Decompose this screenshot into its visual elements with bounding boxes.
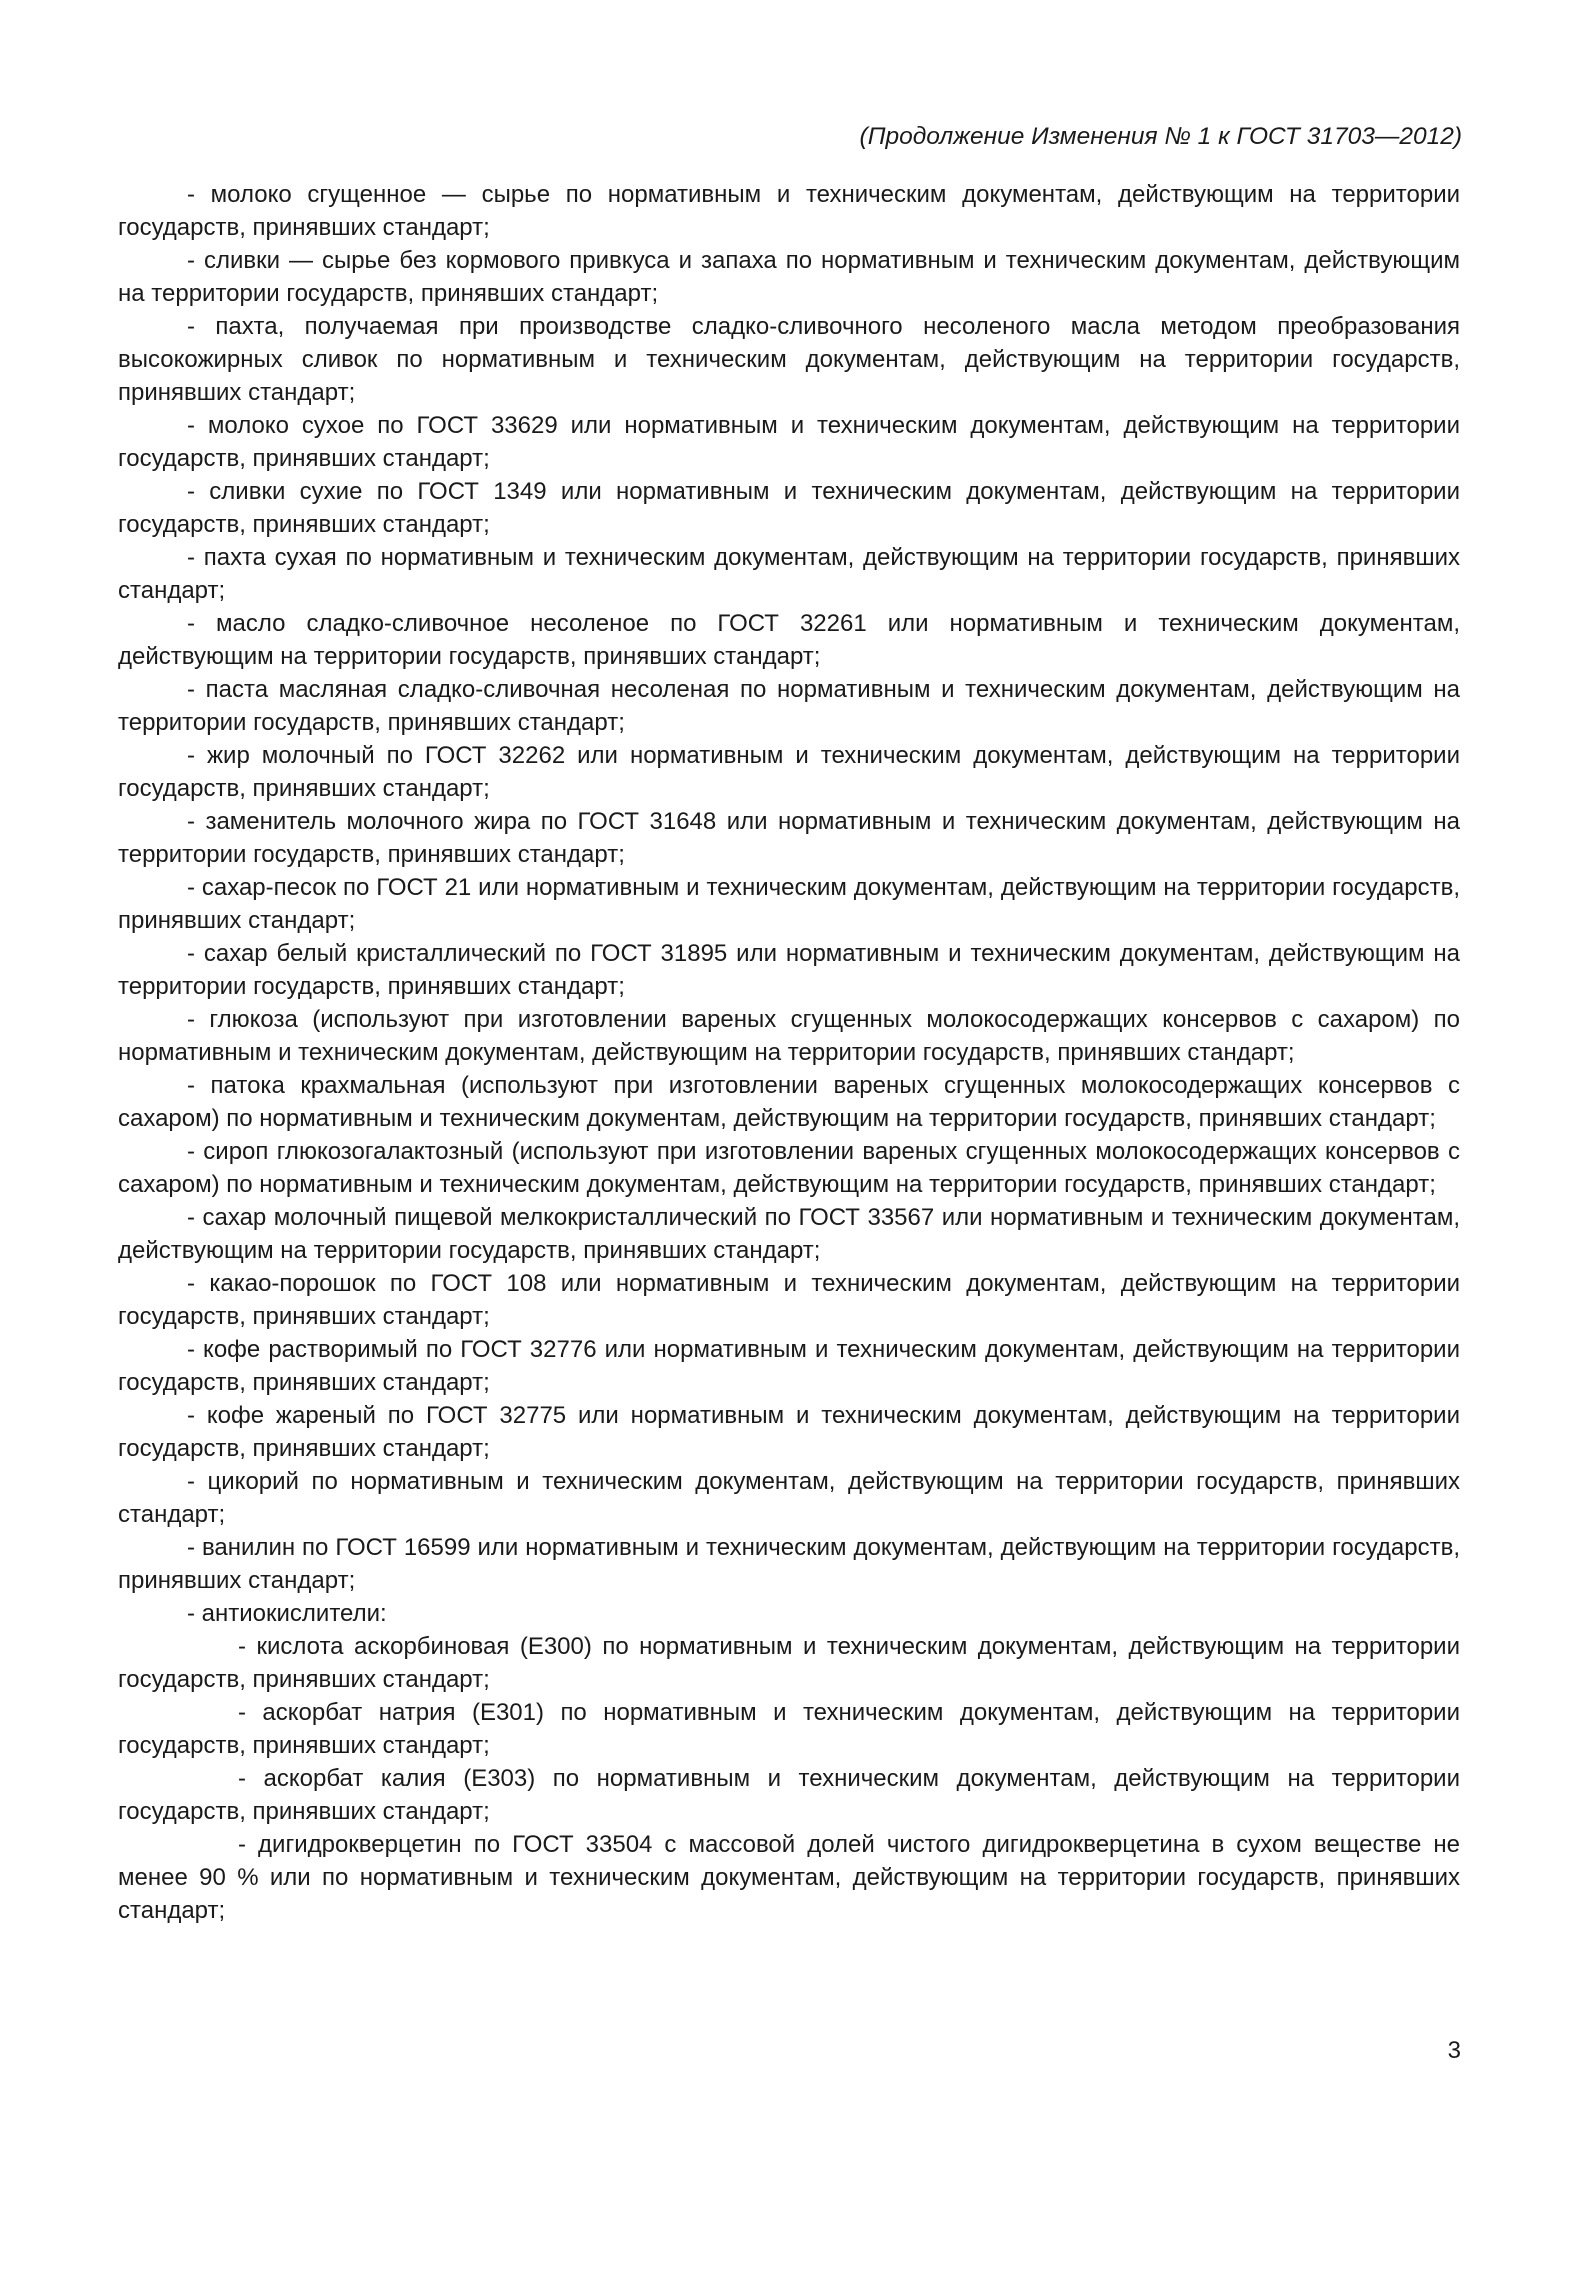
sub-list-item: - дигидрокверцетин по ГОСТ 33504 с массовой долей чистого дигидрокверцетина в сухом веществе не менее 90 % или по нормативным и техническим документам, действующим на территории государств, принявших стандарт; bbox=[118, 1831, 1460, 1924]
list-item-antioxidants-heading: - антиокислители: bbox=[187, 1600, 387, 1627]
list-item: - сливки — сырье без кормового привкуса и запаха по нормативным и техническим документам, действующим на территории государств, принявших стандарт; bbox=[118, 247, 1460, 307]
list-item: - молоко сгущенное — сырье по нормативным и техническим документам, действующим на территории государств, принявших стандарт; bbox=[118, 181, 1460, 241]
list-item: - какао-порошок по ГОСТ 108 или нормативным и техническим документам, действующим на территории государств, принявших стандарт; bbox=[118, 1270, 1460, 1330]
list-item: - паста масляная сладко-сливочная несоленая по нормативным и техническим документам, действующим на территории государств, принявших стандарт; bbox=[118, 676, 1460, 736]
list-item: - патока крахмальная (используют при изготовлении вареных сгущенных молокосодержащих консервов с сахаром) по нормативным и техническим документам, действующим на территории государств, принявших стандарт; bbox=[118, 1072, 1460, 1132]
list-item: - сироп глюкозогалактозный (используют при изготовлении вареных сгущенных молокосодержащих консервов с сахаром) по нормативным и техническим документам, действующим на территории государств, принявших стандарт; bbox=[118, 1138, 1460, 1198]
list-item: - сахар молочный пищевой мелкокристаллический по ГОСТ 33567 или нормативным и техническим документам, действующим на территории государств, принявших стандарт; bbox=[118, 1204, 1460, 1264]
list-item: - пахта сухая по нормативным и техническим документам, действующим на территории государств, принявших стандарт; bbox=[118, 544, 1460, 604]
list-item: - кофе растворимый по ГОСТ 32776 или нормативным и техническим документам, действующим на территории государств, принявших стандарт; bbox=[118, 1336, 1460, 1396]
list-item: - жир молочный по ГОСТ 32262 или нормативным и техническим документам, действующим на территории государств, принявших стандарт; bbox=[118, 742, 1460, 802]
list-item: - сливки сухие по ГОСТ 1349 или нормативным и техническим документам, действующим на территории государств, принявших стандарт; bbox=[118, 478, 1460, 538]
document-body bbox=[118, 178, 1460, 1927]
list-item: - ванилин по ГОСТ 16599 или нормативным и техническим документам, действующим на территории государств, принявших стандарт; bbox=[118, 1534, 1460, 1594]
sub-list-item: - аскорбат калия (Е303) по нормативным и техническим документам, действующим на территории государств, принявших стандарт; bbox=[118, 1765, 1460, 1825]
list-item: - сахар белый кристаллический по ГОСТ 31895 или нормативным и техническим документам, действующим на территории государств, принявших стандарт; bbox=[118, 940, 1460, 1000]
page-header-continuation: (Продолжение Изменения № 1 к ГОСТ 31703—2012) bbox=[859, 123, 1462, 150]
list-item: - масло сладко-сливочное несоленое по ГОСТ 32261 или нормативным и техническим документам, действующим на территории государств, принявших стандарт; bbox=[118, 610, 1460, 670]
list-item: - кофе жареный по ГОСТ 32775 или нормативным и техническим документам, действующим на территории государств, принявших стандарт; bbox=[118, 1402, 1460, 1462]
list-item: - цикорий по нормативным и техническим документам, действующим на территории государств, принявших стандарт; bbox=[118, 1468, 1460, 1528]
sub-list-item: - аскорбат натрия (Е301) по нормативным и техническим документам, действующим на территории государств, принявших стандарт; bbox=[118, 1699, 1460, 1759]
page-number: 3 bbox=[1447, 2037, 1461, 2064]
list-item: - пахта, получаемая при производстве сладко-сливочного несоленого масла методом преобразования высокожирных сливок по нормативным и техническим документам, действующим на территории государств, принявших стандарт; bbox=[118, 313, 1460, 406]
sub-list-item: - кислота аскорбиновая (Е300) по нормативным и техническим документам, действующим на территории государств, принявших стандарт; bbox=[118, 1633, 1460, 1693]
list-item: - глюкоза (используют при изготовлении вареных сгущенных молокосодержащих консервов с сахаром) по нормативным и техническим документам, действующим на территории государств, принявших стандарт; bbox=[118, 1006, 1460, 1066]
list-item: - молоко сухое по ГОСТ 33629 или нормативным и техническим документам, действующим на территории государств, принявших стандарт; bbox=[118, 412, 1460, 472]
list-item: - заменитель молочного жира по ГОСТ 31648 или нормативным и техническим документам, действующим на территории государств, принявших стандарт; bbox=[118, 808, 1460, 868]
list-item: - сахар-песок по ГОСТ 21 или нормативным и техническим документам, действующим на территории государств, принявших стандарт; bbox=[118, 874, 1460, 934]
